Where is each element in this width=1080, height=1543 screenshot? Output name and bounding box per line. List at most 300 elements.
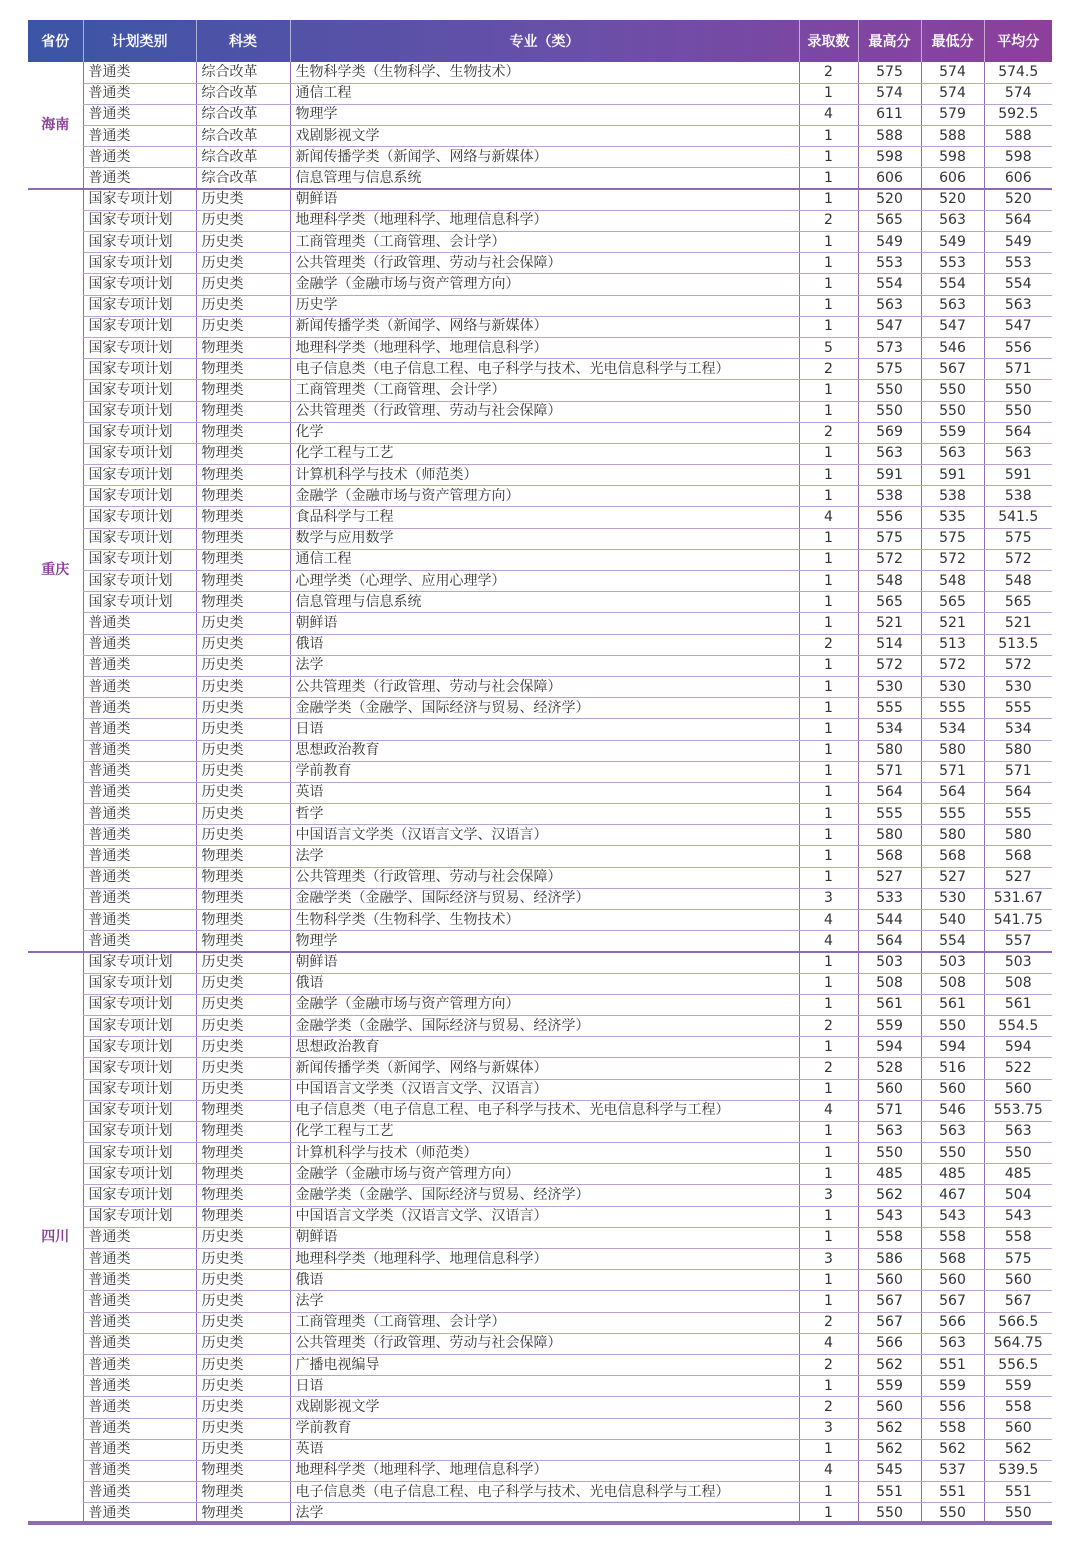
plan-cell: 国家专项计划 [83, 295, 196, 316]
min-cell: 574 [921, 62, 984, 83]
min-cell: 562 [921, 1439, 984, 1460]
count-cell: 2 [799, 634, 858, 655]
count-cell: 1 [799, 443, 858, 464]
max-cell: 559 [858, 1376, 921, 1397]
count-cell: 1 [799, 1439, 858, 1460]
avg-cell: 572 [984, 655, 1052, 676]
table-row [28, 1312, 1052, 1333]
major-cell: 心理学类（心理学、应用心理学） [290, 571, 799, 592]
table-row [28, 1460, 1052, 1481]
major-cell: 化学工程与工艺 [290, 1121, 799, 1142]
plan-cell: 国家专项计划 [83, 1185, 196, 1206]
max-cell: 563 [858, 1121, 921, 1142]
plan-cell: 国家专项计划 [83, 337, 196, 358]
subject-cell: 历史类 [196, 1037, 290, 1058]
min-cell: 571 [921, 761, 984, 782]
min-cell: 551 [921, 1482, 984, 1503]
count-cell: 1 [799, 401, 858, 422]
min-cell: 467 [921, 1185, 984, 1206]
table-row [28, 486, 1052, 507]
header-plan: 计划类别 [83, 20, 196, 62]
max-cell: 528 [858, 1058, 921, 1079]
table-row [28, 316, 1052, 337]
table-row [28, 465, 1052, 486]
plan-cell: 国家专项计划 [83, 528, 196, 549]
major-cell: 金融学（金融市场与资产管理方向） [290, 1164, 799, 1185]
table-row [28, 655, 1052, 676]
plan-cell: 普通类 [83, 1291, 196, 1312]
avg-cell: 564.75 [984, 1333, 1052, 1354]
plan-cell: 国家专项计划 [83, 422, 196, 443]
subject-cell: 历史类 [196, 1227, 290, 1248]
max-cell: 561 [858, 994, 921, 1015]
min-cell: 538 [921, 486, 984, 507]
subject-cell: 物理类 [196, 867, 290, 888]
plan-cell: 普通类 [83, 613, 196, 634]
max-cell: 551 [858, 1482, 921, 1503]
avg-cell: 564 [984, 210, 1052, 231]
avg-cell: 503 [984, 952, 1052, 973]
avg-cell: 555 [984, 804, 1052, 825]
table-row [28, 126, 1052, 147]
avg-cell: 521 [984, 613, 1052, 634]
max-cell: 555 [858, 698, 921, 719]
avg-cell: 538 [984, 486, 1052, 507]
subject-cell: 历史类 [196, 210, 290, 231]
plan-cell: 普通类 [83, 867, 196, 888]
count-cell: 4 [799, 910, 858, 931]
table-row [28, 1100, 1052, 1121]
table-row [28, 1333, 1052, 1354]
table-row [28, 571, 1052, 592]
min-cell: 551 [921, 1354, 984, 1375]
count-cell: 2 [799, 1015, 858, 1036]
table-body [28, 62, 1052, 1524]
plan-cell: 国家专项计划 [83, 253, 196, 274]
max-cell: 534 [858, 719, 921, 740]
min-cell: 527 [921, 867, 984, 888]
table-row [28, 931, 1052, 952]
max-cell: 550 [858, 1143, 921, 1164]
table-row [28, 1354, 1052, 1375]
avg-cell: 558 [984, 1227, 1052, 1248]
avg-cell: 560 [984, 1079, 1052, 1100]
avg-cell: 554.5 [984, 1015, 1052, 1036]
count-cell: 1 [799, 719, 858, 740]
subject-cell: 物理类 [196, 507, 290, 528]
min-cell: 537 [921, 1460, 984, 1481]
avg-cell: 551 [984, 1482, 1052, 1503]
count-cell: 2 [799, 62, 858, 83]
plan-cell: 普通类 [83, 104, 196, 125]
plan-cell: 普通类 [83, 1460, 196, 1481]
plan-cell: 普通类 [83, 804, 196, 825]
plan-cell: 国家专项计划 [83, 1143, 196, 1164]
max-cell: 554 [858, 274, 921, 295]
header-province: 省份 [41, 34, 70, 50]
min-cell: 574 [921, 83, 984, 104]
min-cell: 580 [921, 740, 984, 761]
count-cell: 1 [799, 1376, 858, 1397]
max-cell: 558 [858, 1227, 921, 1248]
max-cell: 571 [858, 761, 921, 782]
major-cell: 思想政治教育 [290, 1037, 799, 1058]
max-cell: 575 [858, 528, 921, 549]
max-cell: 564 [858, 782, 921, 803]
header-count: 录取数 [799, 20, 858, 62]
count-cell: 1 [799, 147, 858, 168]
max-cell: 580 [858, 740, 921, 761]
avg-cell: 594 [984, 1037, 1052, 1058]
count-cell: 1 [799, 465, 858, 486]
count-cell: 3 [799, 888, 858, 909]
plan-cell: 普通类 [83, 1249, 196, 1270]
plan-cell: 普通类 [83, 825, 196, 846]
min-cell: 564 [921, 782, 984, 803]
major-cell: 通信工程 [290, 83, 799, 104]
min-cell: 530 [921, 888, 984, 909]
table-row [28, 1439, 1052, 1460]
major-cell: 英语 [290, 782, 799, 803]
min-cell: 555 [921, 804, 984, 825]
subject-cell: 历史类 [196, 825, 290, 846]
major-cell: 朝鲜语 [290, 952, 799, 973]
avg-cell: 549 [984, 232, 1052, 253]
major-cell: 地理科学类（地理科学、地理信息科学） [290, 210, 799, 231]
plan-cell: 国家专项计划 [83, 994, 196, 1015]
avg-cell: 575 [984, 1249, 1052, 1270]
table-bottom-rule [28, 1521, 1052, 1523]
plan-cell: 普通类 [83, 846, 196, 867]
min-cell: 554 [921, 931, 984, 952]
table-header [28, 20, 1052, 62]
max-cell: 591 [858, 465, 921, 486]
min-cell: 547 [921, 316, 984, 337]
subject-cell: 物理类 [196, 571, 290, 592]
max-cell: 538 [858, 486, 921, 507]
max-cell: 560 [858, 1397, 921, 1418]
count-cell: 1 [799, 549, 858, 570]
subject-cell: 历史类 [196, 698, 290, 719]
table-row [28, 422, 1052, 443]
min-cell: 548 [921, 571, 984, 592]
subject-cell: 物理类 [196, 1460, 290, 1481]
min-cell: 563 [921, 295, 984, 316]
count-cell: 3 [799, 1249, 858, 1270]
min-cell: 503 [921, 952, 984, 973]
table-row [28, 337, 1052, 358]
major-cell: 计算机科学与技术（师范类） [290, 1143, 799, 1164]
subject-cell: 历史类 [196, 973, 290, 994]
count-cell: 2 [799, 1397, 858, 1418]
subject-cell: 物理类 [196, 1503, 290, 1524]
table-row [28, 1376, 1052, 1397]
major-cell: 朝鲜语 [290, 613, 799, 634]
table-row [28, 1079, 1052, 1100]
subject-cell: 物理类 [196, 910, 290, 931]
plan-cell: 普通类 [83, 698, 196, 719]
plan-cell: 普通类 [83, 1503, 196, 1524]
major-cell: 哲学 [290, 804, 799, 825]
major-cell: 信息管理与信息系统 [290, 168, 799, 189]
subject-cell: 物理类 [196, 1482, 290, 1503]
table-row [28, 359, 1052, 380]
min-cell: 546 [921, 337, 984, 358]
major-cell: 地理科学类（地理科学、地理信息科学） [290, 1249, 799, 1270]
subject-cell: 综合改革 [196, 147, 290, 168]
max-cell: 571 [858, 1100, 921, 1121]
plan-cell: 国家专项计划 [83, 210, 196, 231]
subject-cell: 物理类 [196, 846, 290, 867]
avg-cell: 534 [984, 719, 1052, 740]
count-cell: 1 [799, 83, 858, 104]
major-cell: 思想政治教育 [290, 740, 799, 761]
max-cell: 547 [858, 316, 921, 337]
max-cell: 573 [858, 337, 921, 358]
max-cell: 563 [858, 443, 921, 464]
table-row [28, 825, 1052, 846]
subject-cell: 历史类 [196, 1418, 290, 1439]
count-cell: 1 [799, 232, 858, 253]
table-row [28, 528, 1052, 549]
max-cell: 598 [858, 147, 921, 168]
table-row [28, 1249, 1052, 1270]
count-cell: 1 [799, 952, 858, 973]
count-cell: 2 [799, 1354, 858, 1375]
max-cell: 611 [858, 104, 921, 125]
major-cell: 中国语言文学类（汉语言文学、汉语言） [290, 825, 799, 846]
avg-cell: 513.5 [984, 634, 1052, 655]
subject-cell: 物理类 [196, 359, 290, 380]
max-cell: 543 [858, 1206, 921, 1227]
plan-cell: 国家专项计划 [83, 486, 196, 507]
plan-cell: 国家专项计划 [83, 1015, 196, 1036]
major-cell: 新闻传播学类（新闻学、网络与新媒体） [290, 147, 799, 168]
count-cell: 1 [799, 973, 858, 994]
plan-cell: 普通类 [83, 931, 196, 952]
plan-cell: 国家专项计划 [83, 571, 196, 592]
major-cell: 计算机科学与技术（师范类） [290, 465, 799, 486]
min-cell: 568 [921, 1249, 984, 1270]
avg-cell: 563 [984, 443, 1052, 464]
admission-table-container [28, 20, 1052, 1525]
major-cell: 工商管理类（工商管理、会计学） [290, 380, 799, 401]
count-cell: 1 [799, 1037, 858, 1058]
major-cell: 化学 [290, 422, 799, 443]
table-row [28, 549, 1052, 570]
min-cell: 556 [921, 1397, 984, 1418]
major-cell: 日语 [290, 719, 799, 740]
count-cell: 1 [799, 1164, 858, 1185]
min-cell: 572 [921, 549, 984, 570]
count-cell: 1 [799, 1121, 858, 1142]
count-cell: 1 [799, 168, 858, 189]
major-cell: 戏剧影视文学 [290, 1397, 799, 1418]
table-row [28, 1143, 1052, 1164]
subject-cell: 历史类 [196, 316, 290, 337]
count-cell: 1 [799, 846, 858, 867]
major-cell: 电子信息类（电子信息工程、电子科学与技术、光电信息科学与工程） [290, 1482, 799, 1503]
plan-cell: 普通类 [83, 126, 196, 147]
min-cell: 606 [921, 168, 984, 189]
table-row [28, 1058, 1052, 1079]
avg-cell: 588 [984, 126, 1052, 147]
major-cell: 新闻传播学类（新闻学、网络与新媒体） [290, 316, 799, 337]
avg-cell: 560 [984, 1418, 1052, 1439]
plan-cell: 国家专项计划 [83, 1206, 196, 1227]
avg-cell: 522 [984, 1058, 1052, 1079]
plan-cell: 普通类 [83, 634, 196, 655]
table-row [28, 295, 1052, 316]
major-cell: 生物科学类（生物科学、生物技术） [290, 62, 799, 83]
major-cell: 学前教育 [290, 761, 799, 782]
subject-cell: 物理类 [196, 465, 290, 486]
plan-cell: 普通类 [83, 1354, 196, 1375]
count-cell: 1 [799, 1270, 858, 1291]
table-row [28, 973, 1052, 994]
subject-cell: 历史类 [196, 232, 290, 253]
max-cell: 572 [858, 549, 921, 570]
major-cell: 工商管理类（工商管理、会计学） [290, 1312, 799, 1333]
plan-cell: 国家专项计划 [83, 1121, 196, 1142]
min-cell: 550 [921, 1503, 984, 1524]
table-row [28, 1121, 1052, 1142]
subject-cell: 历史类 [196, 1397, 290, 1418]
count-cell: 1 [799, 761, 858, 782]
avg-cell: 558 [984, 1397, 1052, 1418]
subject-cell: 历史类 [196, 253, 290, 274]
subject-cell: 历史类 [196, 1015, 290, 1036]
avg-cell: 564 [984, 422, 1052, 443]
max-cell: 580 [858, 825, 921, 846]
plan-cell: 国家专项计划 [83, 443, 196, 464]
max-cell: 549 [858, 232, 921, 253]
table-row [28, 168, 1052, 189]
min-cell: 485 [921, 1164, 984, 1185]
max-cell: 569 [858, 422, 921, 443]
min-cell: 554 [921, 274, 984, 295]
major-cell: 物理学 [290, 931, 799, 952]
subject-cell: 物理类 [196, 1206, 290, 1227]
avg-cell: 559 [984, 1376, 1052, 1397]
max-cell: 514 [858, 634, 921, 655]
subject-cell: 综合改革 [196, 104, 290, 125]
major-cell: 朝鲜语 [290, 189, 799, 210]
major-cell: 工商管理类（工商管理、会计学） [290, 232, 799, 253]
plan-cell: 国家专项计划 [83, 316, 196, 337]
plan-cell: 普通类 [83, 719, 196, 740]
header-max: 最高分 [858, 20, 921, 62]
max-cell: 550 [858, 1503, 921, 1524]
min-cell: 543 [921, 1206, 984, 1227]
plan-cell: 国家专项计划 [83, 189, 196, 210]
table-row [28, 867, 1052, 888]
min-cell: 594 [921, 1037, 984, 1058]
plan-cell: 普通类 [83, 1333, 196, 1354]
plan-cell: 国家专项计划 [83, 952, 196, 973]
count-cell: 5 [799, 337, 858, 358]
table-row [28, 443, 1052, 464]
count-cell: 1 [799, 825, 858, 846]
max-cell: 565 [858, 592, 921, 613]
avg-cell: 580 [984, 825, 1052, 846]
min-cell: 540 [921, 910, 984, 931]
table-row [28, 592, 1052, 613]
subject-cell: 物理类 [196, 592, 290, 613]
min-cell: 508 [921, 973, 984, 994]
max-cell: 560 [858, 1270, 921, 1291]
avg-cell: 565 [984, 592, 1052, 613]
max-cell: 553 [858, 253, 921, 274]
max-cell: 562 [858, 1185, 921, 1206]
major-cell: 戏剧影视文学 [290, 126, 799, 147]
count-cell: 4 [799, 507, 858, 528]
subject-cell: 历史类 [196, 804, 290, 825]
max-cell: 566 [858, 1333, 921, 1354]
subject-cell: 历史类 [196, 1439, 290, 1460]
count-cell: 1 [799, 1143, 858, 1164]
table-row [28, 698, 1052, 719]
plan-cell: 普通类 [83, 655, 196, 676]
table-row [28, 634, 1052, 655]
avg-cell: 554 [984, 274, 1052, 295]
plan-cell: 国家专项计划 [83, 1058, 196, 1079]
count-cell: 2 [799, 210, 858, 231]
plan-cell: 国家专项计划 [83, 549, 196, 570]
major-cell: 中国语言文学类（汉语言文学、汉语言） [290, 1206, 799, 1227]
count-cell: 1 [799, 189, 858, 210]
table-row [28, 719, 1052, 740]
subject-cell: 历史类 [196, 295, 290, 316]
table-row [28, 804, 1052, 825]
table-row [28, 253, 1052, 274]
plan-cell: 国家专项计划 [83, 592, 196, 613]
plan-cell: 普通类 [83, 147, 196, 168]
table-row [28, 952, 1052, 973]
max-cell: 563 [858, 295, 921, 316]
min-cell: 591 [921, 465, 984, 486]
min-cell: 559 [921, 1376, 984, 1397]
table-row [28, 1227, 1052, 1248]
subject-cell: 历史类 [196, 761, 290, 782]
plan-cell: 普通类 [83, 1482, 196, 1503]
max-cell: 556 [858, 507, 921, 528]
avg-cell: 562 [984, 1439, 1052, 1460]
subject-cell: 物理类 [196, 422, 290, 443]
province-cell: 重庆 [28, 189, 83, 952]
avg-cell: 560 [984, 1270, 1052, 1291]
subject-cell: 物理类 [196, 549, 290, 570]
major-cell: 金融学（金融市场与资产管理方向） [290, 274, 799, 295]
count-cell: 1 [799, 126, 858, 147]
table-row [28, 189, 1052, 210]
count-cell: 1 [799, 655, 858, 676]
major-cell: 金融学类（金融学、国际经济与贸易、经济学） [290, 1015, 799, 1036]
max-cell: 520 [858, 189, 921, 210]
table-row [28, 1418, 1052, 1439]
subject-cell: 历史类 [196, 655, 290, 676]
major-cell: 公共管理类（行政管理、劳动与社会保障） [290, 867, 799, 888]
plan-cell: 普通类 [83, 168, 196, 189]
max-cell: 503 [858, 952, 921, 973]
subject-cell: 物理类 [196, 380, 290, 401]
header-min: 最低分 [921, 20, 984, 62]
major-cell: 金融学类（金融学、国际经济与贸易、经济学） [290, 698, 799, 719]
min-cell: 565 [921, 592, 984, 613]
max-cell: 606 [858, 168, 921, 189]
min-cell: 563 [921, 1333, 984, 1354]
subject-cell: 历史类 [196, 1376, 290, 1397]
